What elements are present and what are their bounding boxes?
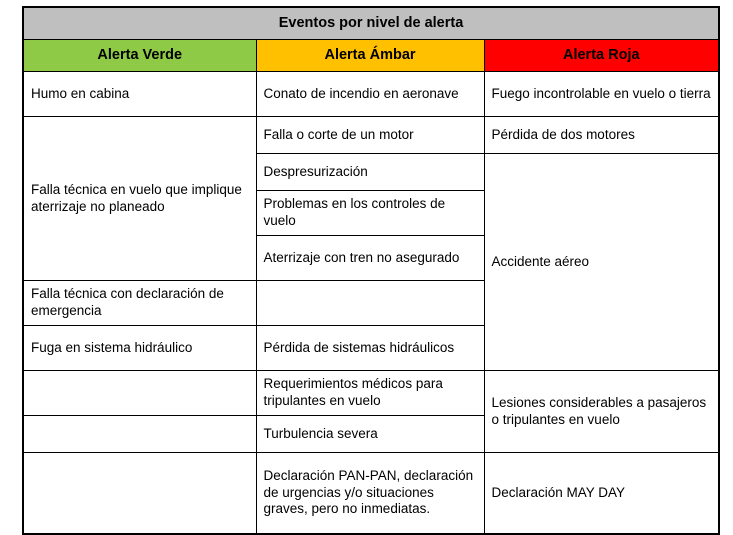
cell-green-empty-1 [23, 371, 256, 416]
cell-red-fuego: Fuego incontrolable en vuelo o tierra [484, 72, 719, 117]
cell-red-may-day: Declaración MAY DAY [484, 453, 719, 535]
header-alerta-ambar: Alerta Ámbar [256, 40, 484, 72]
table-header-row [23, 40, 719, 72]
cell-amber-controles-vuelo: Problemas en los controles de vuelo [256, 191, 484, 236]
header-alerta-roja: Alerta Roja [484, 40, 719, 72]
table-title: Eventos por nivel de alerta [23, 7, 719, 40]
cell-amber-turbulencia: Turbulencia severa [256, 416, 484, 453]
cell-amber-requerimientos-medicos: Requerimientos médicos para tripulantes en vuelo [256, 371, 484, 416]
cell-red-lesiones: Lesiones considerables a pasajeros o tripulantes en vuelo [484, 371, 719, 453]
cell-amber-pan-pan: Declaración PAN-PAN, declaración de urgencias y/o situaciones graves, pero no inmediatas. [256, 453, 484, 535]
alert-levels-table [22, 6, 720, 535]
cell-red-accidente-aereo: Accidente aéreo [484, 154, 719, 371]
table-row [23, 117, 719, 154]
cell-red-dos-motores: Pérdida de dos motores [484, 117, 719, 154]
table-row [23, 371, 719, 416]
table-title-row [23, 7, 719, 40]
cell-green-humo: Humo en cabina [23, 72, 256, 117]
cell-amber-declaracion-emergencia: Falla técnica con declaración de emergencia [23, 281, 256, 326]
cell-green-empty-3 [23, 453, 256, 535]
cell-green-empty-2 [23, 416, 256, 453]
cell-amber-conato: Conato de incendio en aeronave [256, 72, 484, 117]
cell-amber-tren-no-asegurado: Aterrizaje con tren no asegurado [256, 236, 484, 281]
cell-green-fuga-hidraulico: Fuga en sistema hidráulico [23, 326, 256, 371]
cell-amber-falla-motor: Falla o corte de un motor [256, 117, 484, 154]
cell-amber-despresurizacion: Despresurización [256, 154, 484, 191]
table-row [23, 72, 719, 117]
header-alerta-verde: Alerta Verde [23, 40, 256, 72]
cell-amber-perdida-hidraulicos: Pérdida de sistemas hidráulicos [256, 326, 484, 371]
cell-green-falla-tecnica: Falla técnica en vuelo que implique aterrizaje no planeado [23, 117, 256, 281]
table-row [23, 453, 719, 535]
